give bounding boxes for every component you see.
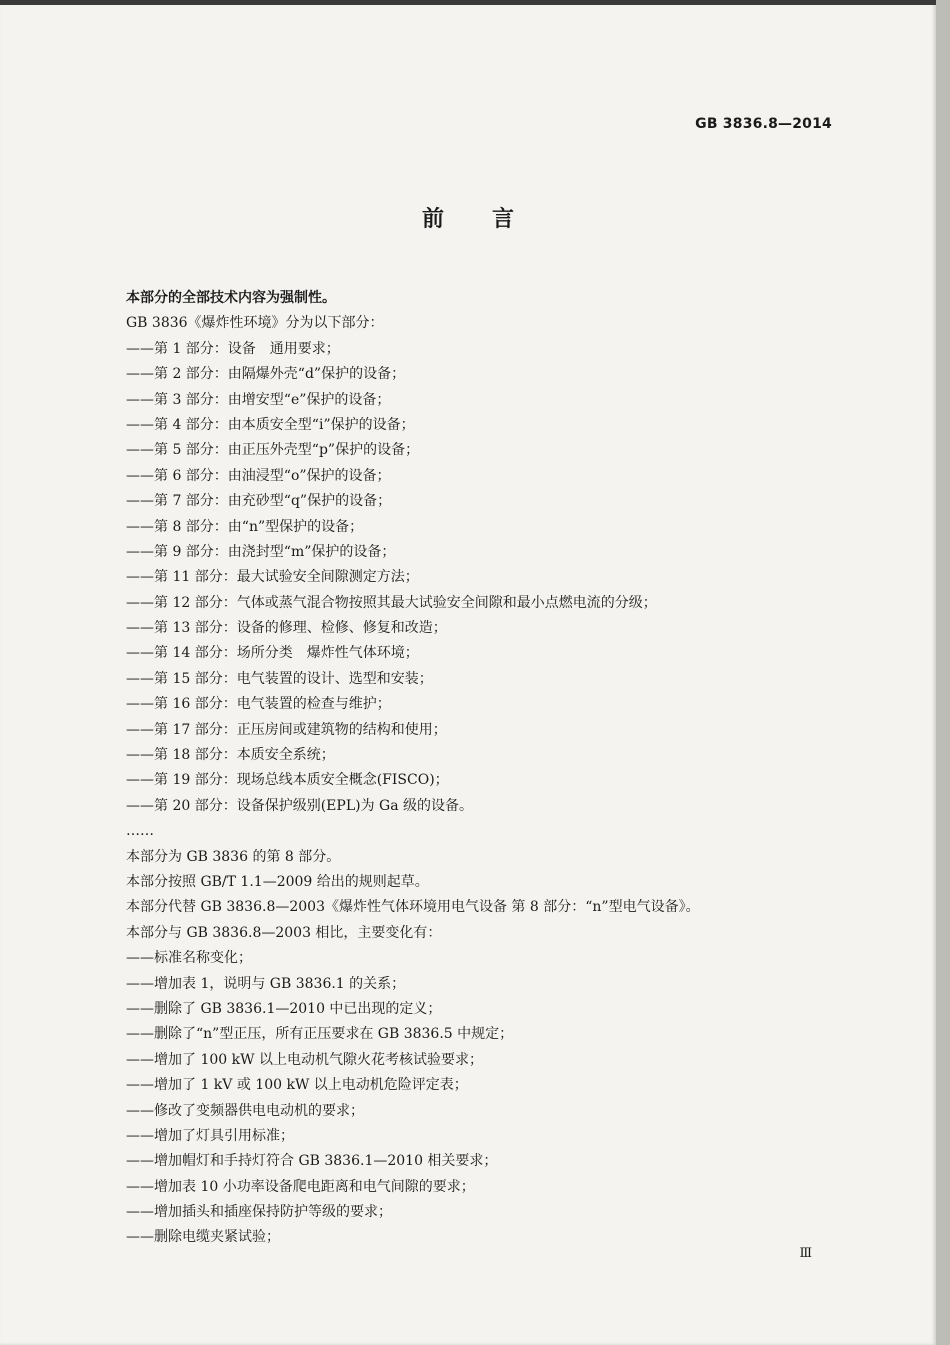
list-item: ——增加了 100 kW 以上电动机气隙火花考核试验要求； [126, 1051, 483, 1068]
list-item: ——第 15 部分：电气装置的设计、选型和安装； [126, 670, 433, 687]
list-item: ——第 20 部分：设备保护级别(EPL)为 Ga 级的设备。 [126, 797, 474, 814]
list-item: ——标准名称变化； [126, 950, 252, 967]
list-item: ——增加表 10 小功率设备爬电距离和电气间隙的要求； [126, 1178, 475, 1195]
list-item: ——第 19 部分：现场总线本质安全概念(FISCO)； [126, 772, 449, 789]
list-item: ——第 1 部分：设备 通用要求； [126, 340, 340, 357]
list-item: ——删除了“n”型正压，所有正压要求在 GB 3836.5 中规定； [126, 1026, 514, 1043]
list-item: ——第 4 部分：由本质安全型“i”保护的设备； [126, 416, 415, 433]
list-item: ——第 2 部分：由隔爆外壳“d”保护的设备； [126, 366, 406, 383]
list-item: ——第 6 部分：由油浸型“o”保护的设备； [126, 467, 391, 484]
list-item: ——第 11 部分：最大试验安全间隙测定方法； [126, 569, 419, 586]
list-item: ——修改了变频器供电电动机的要求； [126, 1102, 364, 1119]
text-line: 本部分的全部技术内容为强制性。 [126, 290, 336, 306]
scan-right-edge [936, 0, 950, 1345]
list-item: ——第 3 部分：由增安型“e”保护的设备； [126, 391, 391, 408]
list-item: ——第 9 部分：由浇封型“m”保护的设备； [126, 543, 396, 560]
list-item: ——增加插头和插座保持防护等级的要求； [126, 1204, 392, 1221]
list-item: ——删除了 GB 3836.1—2010 中已出现的定义； [126, 1000, 442, 1017]
list-item: ——增加表 1，说明与 GB 3836.1 的关系； [126, 975, 406, 992]
list-item: ——第 7 部分：由充砂型“q”保护的设备； [126, 493, 392, 510]
foreword-body [126, 286, 846, 1251]
scan-top-border [0, 0, 950, 5]
ellipsis: …… [126, 823, 154, 840]
list-item: ——第 5 部分：由正压外壳型“p”保护的设备； [126, 442, 420, 459]
text-line: 本部分与 GB 3836.8—2003 相比，主要变化有： [126, 924, 442, 941]
list-item: ——删除电缆夹紧试验； [126, 1229, 280, 1246]
list-item: ——第 13 部分：设备的修理、检修、修复和改造； [126, 620, 447, 637]
list-item: ——第 12 部分：气体或蒸气混合物按照其最大试验安全间隙和最小点燃电流的分级； [126, 594, 657, 611]
page-title: 前言 [421, 207, 562, 232]
text-line: GB 3836《爆炸性环境》分为以下部分： [126, 315, 384, 332]
text-line: 本部分为 GB 3836 的第 8 部分。 [126, 848, 341, 865]
list-item: ——第 16 部分：电气装置的检查与维护； [126, 696, 391, 713]
list-item: ——第 18 部分：本质安全系统； [126, 747, 335, 764]
list-item: ——第 8 部分：由“n”型保护的设备； [126, 518, 364, 535]
page-number: Ⅲ [799, 1246, 812, 1261]
document-code: GB 3836.8—2014 [695, 116, 832, 132]
text-line: 本部分代替 GB 3836.8—2003《爆炸性气体环境用电气设备 第 8 部分：“n”型电气设备》。 [126, 899, 700, 916]
list-item: ——增加帽灯和手持灯符合 GB 3836.1—2010 相关要求； [126, 1153, 498, 1170]
list-item: ——第 14 部分：场所分类 爆炸性气体环境； [126, 645, 419, 662]
list-item: ——第 17 部分：正压房间或建筑物的结构和使用； [126, 721, 447, 738]
list-item: ——增加了灯具引用标准； [126, 1127, 294, 1144]
list-item: ——增加了 1 kV 或 100 kW 以上电动机危险评定表； [126, 1077, 468, 1094]
text-line: 本部分按照 GB/T 1.1—2009 给出的规则起草。 [126, 873, 429, 890]
